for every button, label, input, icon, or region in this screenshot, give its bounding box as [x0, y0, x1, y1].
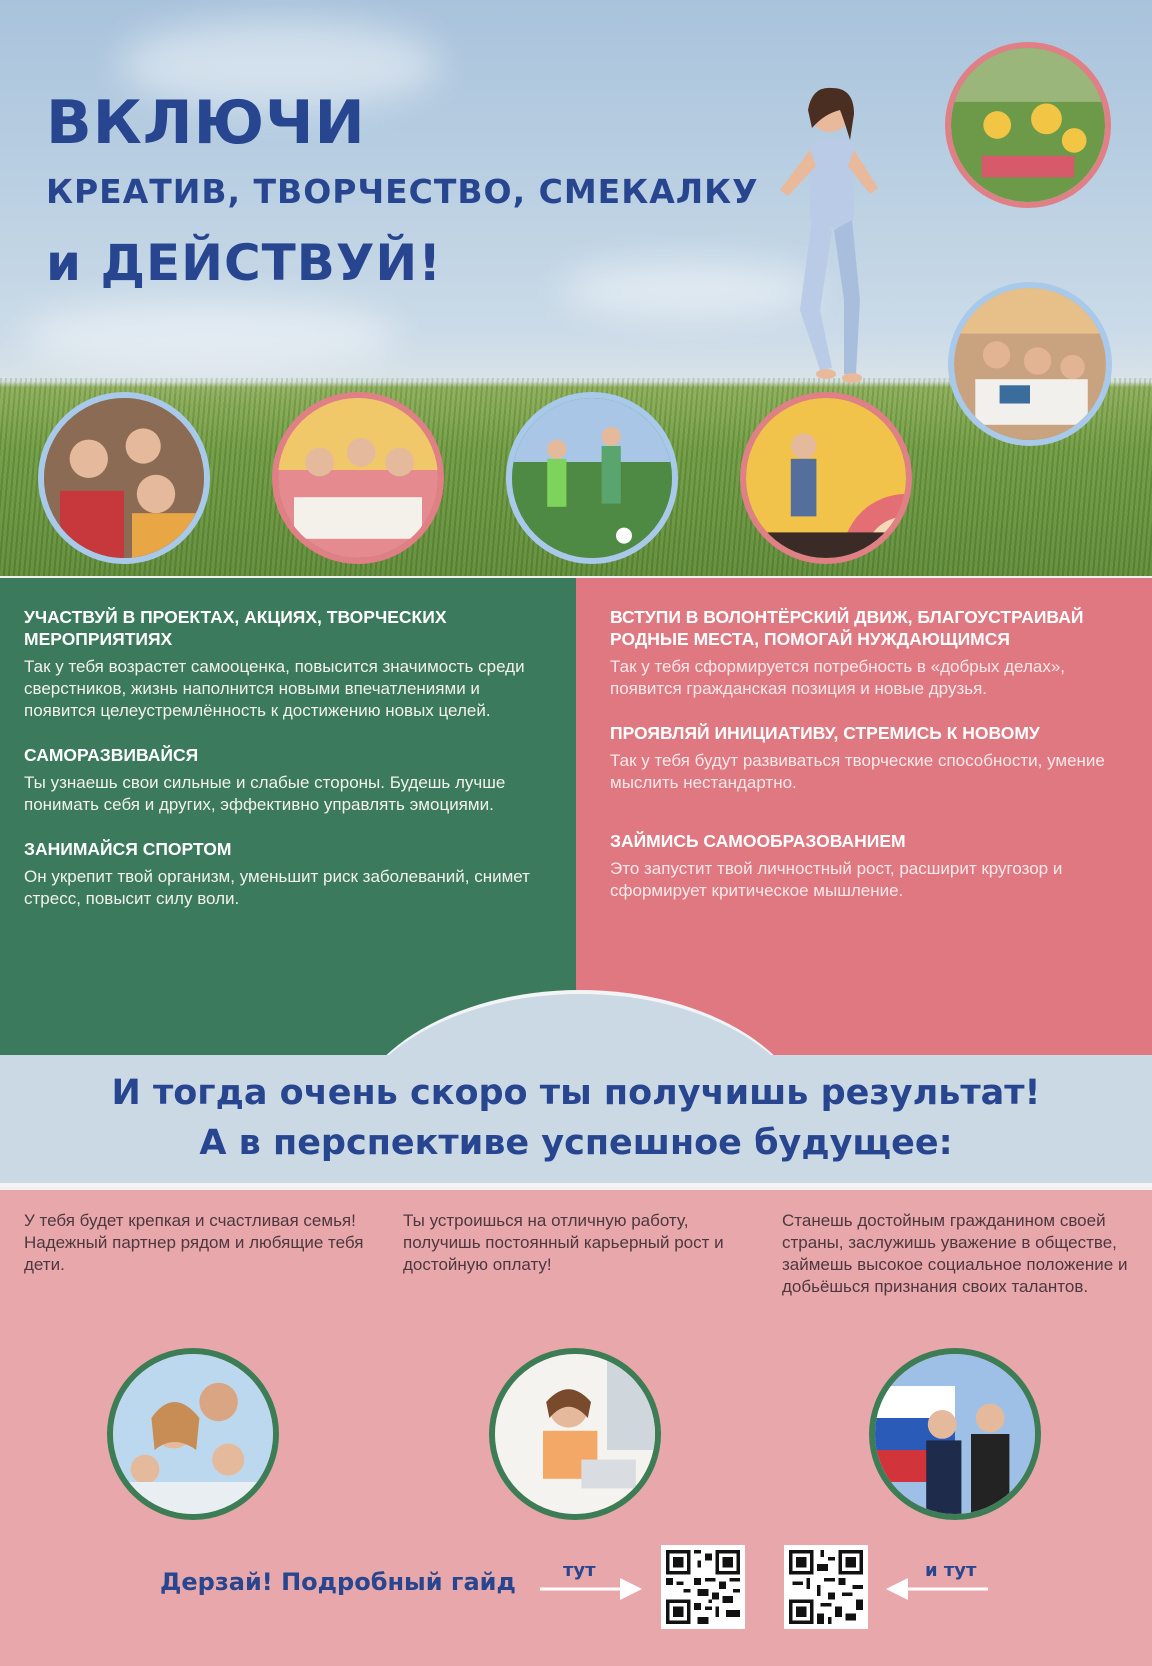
- qr-code-2[interactable]: [784, 1545, 868, 1629]
- football-photo: [506, 392, 678, 564]
- benefit-item: [24, 744, 548, 816]
- reading-friends-photo: [948, 282, 1112, 446]
- future-family-text: У тебя будет крепкая и счастливая семья! Надежный партнер рядом и любящие тебя дети.: [24, 1211, 364, 1274]
- benefit-item: [610, 606, 1124, 700]
- arrow-right-icon: [540, 1576, 644, 1602]
- future-career-text: Ты устроишься на отличную работу, получишь постоянный карьерный рост и достойную оплату!: [403, 1211, 724, 1274]
- benefits-panel-green: [0, 578, 576, 1055]
- hero-title-line3: и ДЕЙСТВУЙ!: [46, 234, 443, 292]
- hero-title-line2: КРЕАТИВ, ТВОРЧЕСТВО, СМЕКАЛКУ: [46, 172, 759, 211]
- benefit-text: Ты узнаешь свои сильные и слабые стороны. Будешь лучше понимать себя и других, эффективно управлять эмоциями.: [24, 773, 506, 814]
- benefit-heading: ПРОЯВЛЯЙ ИНИЦИАТИВУ, СТРЕМИСЬ К НОВОМУ: [610, 723, 1040, 743]
- office-worker-photo: [489, 1348, 661, 1520]
- stage-speaker-photo: [740, 392, 912, 564]
- benefit-item: [24, 606, 548, 722]
- benefit-heading: УЧАСТВУЙ В ПРОЕКТАХ, АКЦИЯХ, ТВОРЧЕСКИХ МЕРОПРИЯТИЯХ: [24, 607, 447, 649]
- benefit-heading: ЗАНИМАЙСЯ СПОРТОМ: [24, 839, 232, 859]
- benefit-text: Так у тебя будут развиваться творческие способности, умение мыслить нестандартно.: [610, 751, 1105, 792]
- result-line1: И тогда очень скоро ты получишь результат!: [111, 1073, 1041, 1113]
- cta-text: Дерзай! Подробный гайд: [160, 1568, 516, 1596]
- qr-code-1[interactable]: [661, 1545, 745, 1629]
- arrow-label-right: и тут: [925, 1560, 977, 1581]
- students-studying-photo: [38, 392, 210, 564]
- hero-section: [0, 0, 1152, 578]
- future-citizen-text: Станешь достойным гражданином своей страны, заслужишь уважение в обществе, займешь высокое социальное положение и добьёшься признания своих талантов.: [782, 1211, 1128, 1296]
- citizens-flag-photo: [869, 1348, 1041, 1520]
- benefit-text: Он укрепит твой организм, уменьшит риск заболеваний, снимет стресс, повысит силу воли.: [24, 867, 530, 908]
- result-line2: А в перспективе успешное будущее:: [199, 1123, 953, 1163]
- volunteers-photo: [945, 42, 1111, 208]
- benefit-heading: САМОРАЗВИВАЙСЯ: [24, 745, 199, 765]
- benefit-item: [24, 838, 548, 910]
- benefits-panel-pink: [576, 578, 1152, 1055]
- benefit-text: Это запустит твой личностный рост, расширит кругозор и сформирует критическое мышление.: [610, 859, 1063, 900]
- benefit-item: [610, 722, 1124, 794]
- benefit-heading: ВСТУПИ В ВОЛОНТЁРСКИЙ ДВИЖ, БЛАГОУСТРАИВАЙ РОДНЫЕ МЕСТА, ПОМОГАЙ НУЖДАЮЩИМСЯ: [610, 607, 1084, 649]
- arrow-label-left: тут: [563, 1560, 596, 1581]
- creative-workshop-photo: [272, 392, 444, 564]
- happy-family-photo: [107, 1348, 279, 1520]
- hero-title-line1: ВКЛЮЧИ: [46, 88, 366, 158]
- benefit-item: [610, 830, 1124, 902]
- benefit-heading: ЗАЙМИСЬ САМООБРАЗОВАНИЕМ: [610, 831, 906, 851]
- benefit-text: Так у тебя возрастет самооценка, повысится значимость среди сверстников, жизнь наполнится новыми впечатлениями и появится целеустремлённость к достижению новых целей.: [24, 657, 525, 720]
- result-heading: [0, 1068, 1152, 1168]
- running-girl-illustration: [760, 80, 900, 390]
- cloud: [20, 300, 400, 370]
- benefit-text: Так у тебя сформируется потребность в «добрых делах», появится гражданская позиция и новые друзья.: [610, 657, 1065, 698]
